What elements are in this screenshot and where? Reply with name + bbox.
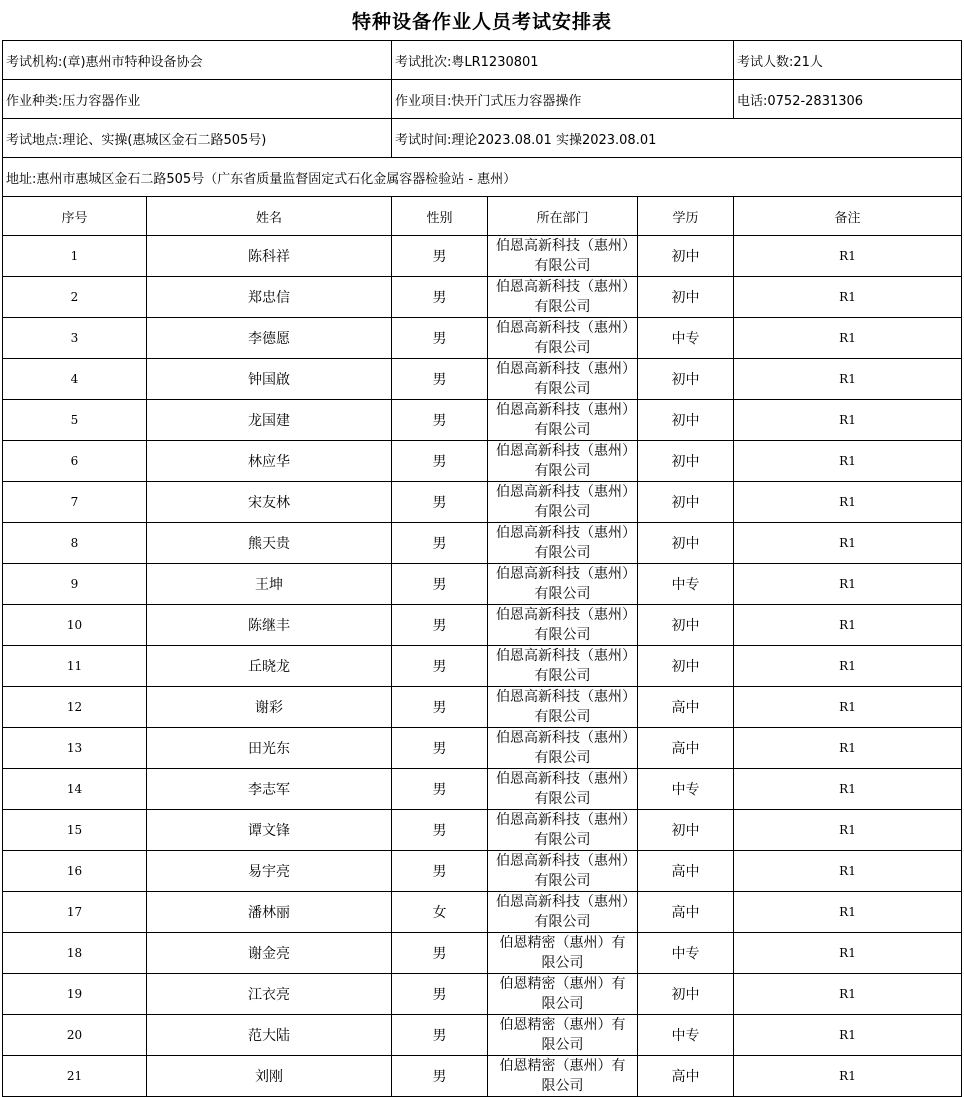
cell-gender: 男 xyxy=(392,605,488,646)
cell-edu: 初中 xyxy=(638,277,734,318)
cell-dept: 伯恩精密（惠州）有限公司 xyxy=(488,1056,638,1097)
cell-gender: 男 xyxy=(392,810,488,851)
cell-note: R1 xyxy=(734,482,962,523)
table-row xyxy=(3,277,962,318)
cell-name: 陈科祥 xyxy=(147,236,392,277)
cell-dept: 伯恩高新科技（惠州）有限公司 xyxy=(488,359,638,400)
cell-dept: 伯恩高新科技（惠州）有限公司 xyxy=(488,728,638,769)
cell-seq: 21 xyxy=(3,1056,147,1097)
cell-note: R1 xyxy=(734,933,962,974)
cell-name: 田光东 xyxy=(147,728,392,769)
cell-edu: 高中 xyxy=(638,728,734,769)
cell-dept: 伯恩高新科技（惠州）有限公司 xyxy=(488,851,638,892)
cell-dept: 伯恩精密（惠州）有限公司 xyxy=(488,933,638,974)
table-row xyxy=(3,974,962,1015)
cell-edu: 中专 xyxy=(638,318,734,359)
cell-note: R1 xyxy=(734,236,962,277)
cell-seq: 13 xyxy=(3,728,147,769)
header-note: 备注 xyxy=(734,197,962,236)
header-dept: 所在部门 xyxy=(488,197,638,236)
cell-gender: 男 xyxy=(392,974,488,1015)
cell-note: R1 xyxy=(734,892,962,933)
cell-name: 范大陆 xyxy=(147,1015,392,1056)
cell-edu: 初中 xyxy=(638,359,734,400)
table-row xyxy=(3,605,962,646)
cell-note: R1 xyxy=(734,400,962,441)
cell-seq: 11 xyxy=(3,646,147,687)
table-row xyxy=(3,359,962,400)
cell-dept: 伯恩高新科技（惠州）有限公司 xyxy=(488,318,638,359)
table-row xyxy=(3,810,962,851)
table-header-row xyxy=(3,197,962,236)
table-row xyxy=(3,564,962,605)
table-row xyxy=(3,1015,962,1056)
cell-note: R1 xyxy=(734,605,962,646)
cell-name: 钟国啟 xyxy=(147,359,392,400)
cell-seq: 16 xyxy=(3,851,147,892)
cell-note: R1 xyxy=(734,564,962,605)
header-seq: 序号 xyxy=(3,197,147,236)
cell-edu: 高中 xyxy=(638,1056,734,1097)
cell-gender: 男 xyxy=(392,933,488,974)
cell-gender: 男 xyxy=(392,687,488,728)
cell-seq: 6 xyxy=(3,441,147,482)
cell-edu: 高中 xyxy=(638,687,734,728)
cell-name: 丘晓龙 xyxy=(147,646,392,687)
cell-seq: 15 xyxy=(3,810,147,851)
cell-name: 林应华 xyxy=(147,441,392,482)
cell-note: R1 xyxy=(734,769,962,810)
cell-dept: 伯恩高新科技（惠州）有限公司 xyxy=(488,277,638,318)
cell-seq: 9 xyxy=(3,564,147,605)
cell-seq: 3 xyxy=(3,318,147,359)
cell-note: R1 xyxy=(734,687,962,728)
cell-edu: 初中 xyxy=(638,441,734,482)
cell-edu: 初中 xyxy=(638,236,734,277)
table-row xyxy=(3,482,962,523)
cell-dept: 伯恩高新科技（惠州）有限公司 xyxy=(488,400,638,441)
cell-dept: 伯恩高新科技（惠州）有限公司 xyxy=(488,810,638,851)
cell-gender: 男 xyxy=(392,646,488,687)
cell-gender: 男 xyxy=(392,400,488,441)
cell-name: 易宇亮 xyxy=(147,851,392,892)
page-title: 特种设备作业人员考试安排表 xyxy=(351,11,612,33)
cell-gender: 男 xyxy=(392,769,488,810)
cell-dept: 伯恩高新科技（惠州）有限公司 xyxy=(488,236,638,277)
job-item: 作业项目:快开门式压力容器操作 xyxy=(392,80,734,119)
table-row xyxy=(3,769,962,810)
exam-schedule-table xyxy=(2,40,962,1097)
cell-name: 熊天贵 xyxy=(147,523,392,564)
cell-gender: 男 xyxy=(392,277,488,318)
table-row xyxy=(3,400,962,441)
cell-dept: 伯恩高新科技（惠州）有限公司 xyxy=(488,441,638,482)
cell-dept: 伯恩高新科技（惠州）有限公司 xyxy=(488,605,638,646)
table-row xyxy=(3,318,962,359)
cell-edu: 初中 xyxy=(638,523,734,564)
cell-note: R1 xyxy=(734,851,962,892)
cell-name: 李志军 xyxy=(147,769,392,810)
header-edu: 学历 xyxy=(638,197,734,236)
cell-gender: 男 xyxy=(392,1056,488,1097)
exam-location: 考试地点:理论、实操(惠城区金石二路505号) xyxy=(3,119,392,158)
job-type: 作业种类:压力容器作业 xyxy=(3,80,392,119)
cell-name: 潘林丽 xyxy=(147,892,392,933)
cell-note: R1 xyxy=(734,646,962,687)
exam-org: 考试机构:(章)惠州市特种设备协会 xyxy=(3,41,392,80)
cell-name: 谢彩 xyxy=(147,687,392,728)
cell-name: 宋友林 xyxy=(147,482,392,523)
cell-note: R1 xyxy=(734,1015,962,1056)
cell-seq: 2 xyxy=(3,277,147,318)
cell-seq: 4 xyxy=(3,359,147,400)
header-gender: 性别 xyxy=(392,197,488,236)
table-row xyxy=(3,933,962,974)
cell-note: R1 xyxy=(734,318,962,359)
cell-gender: 男 xyxy=(392,441,488,482)
cell-gender: 男 xyxy=(392,482,488,523)
table-row xyxy=(3,851,962,892)
cell-dept: 伯恩高新科技（惠州）有限公司 xyxy=(488,769,638,810)
cell-name: 陈继丰 xyxy=(147,605,392,646)
cell-gender: 男 xyxy=(392,728,488,769)
exam-time: 考试时间:理论2023.08.01 实操2023.08.01 xyxy=(392,119,962,158)
cell-edu: 初中 xyxy=(638,605,734,646)
address: 地址:惠州市惠城区金石二路505号（广东省质量监督固定式石化金属容器检验站 - 惠州） xyxy=(3,158,962,197)
table-row xyxy=(3,728,962,769)
cell-dept: 伯恩精密（惠州）有限公司 xyxy=(488,1015,638,1056)
cell-seq: 10 xyxy=(3,605,147,646)
cell-edu: 中专 xyxy=(638,933,734,974)
cell-seq: 1 xyxy=(3,236,147,277)
cell-edu: 初中 xyxy=(638,400,734,441)
cell-gender: 男 xyxy=(392,851,488,892)
cell-edu: 初中 xyxy=(638,974,734,1015)
cell-note: R1 xyxy=(734,359,962,400)
cell-name: 李德愿 xyxy=(147,318,392,359)
cell-gender: 男 xyxy=(392,318,488,359)
cell-dept: 伯恩高新科技（惠州）有限公司 xyxy=(488,482,638,523)
cell-name: 刘刚 xyxy=(147,1056,392,1097)
cell-dept: 伯恩高新科技（惠州）有限公司 xyxy=(488,564,638,605)
cell-name: 谭文锋 xyxy=(147,810,392,851)
cell-note: R1 xyxy=(734,277,962,318)
cell-gender: 男 xyxy=(392,236,488,277)
cell-note: R1 xyxy=(734,1056,962,1097)
phone: 电话:0752-2831306 xyxy=(734,80,962,119)
cell-edu: 中专 xyxy=(638,1015,734,1056)
exam-count: 考试人数:21人 xyxy=(734,41,962,80)
cell-edu: 中专 xyxy=(638,769,734,810)
cell-dept: 伯恩高新科技（惠州）有限公司 xyxy=(488,646,638,687)
cell-seq: 20 xyxy=(3,1015,147,1056)
cell-edu: 高中 xyxy=(638,851,734,892)
table-row xyxy=(3,646,962,687)
table-row xyxy=(3,1056,962,1097)
cell-dept: 伯恩精密（惠州）有限公司 xyxy=(488,974,638,1015)
header-name: 姓名 xyxy=(147,197,392,236)
cell-note: R1 xyxy=(734,523,962,564)
cell-gender: 男 xyxy=(392,523,488,564)
cell-note: R1 xyxy=(734,810,962,851)
table-row xyxy=(3,236,962,277)
cell-name: 江衣亮 xyxy=(147,974,392,1015)
cell-seq: 7 xyxy=(3,482,147,523)
cell-seq: 17 xyxy=(3,892,147,933)
cell-seq: 5 xyxy=(3,400,147,441)
cell-seq: 8 xyxy=(3,523,147,564)
table-row xyxy=(3,892,962,933)
cell-seq: 19 xyxy=(3,974,147,1015)
cell-name: 龙国建 xyxy=(147,400,392,441)
cell-seq: 18 xyxy=(3,933,147,974)
cell-edu: 高中 xyxy=(638,892,734,933)
table-row xyxy=(3,687,962,728)
cell-dept: 伯恩高新科技（惠州）有限公司 xyxy=(488,687,638,728)
cell-edu: 初中 xyxy=(638,646,734,687)
cell-seq: 14 xyxy=(3,769,147,810)
cell-name: 郑忠信 xyxy=(147,277,392,318)
cell-edu: 初中 xyxy=(638,482,734,523)
cell-seq: 12 xyxy=(3,687,147,728)
cell-edu: 中专 xyxy=(638,564,734,605)
table-row xyxy=(3,441,962,482)
exam-batch: 考试批次:粤LR1230801 xyxy=(392,41,734,80)
cell-edu: 初中 xyxy=(638,810,734,851)
cell-name: 谢金亮 xyxy=(147,933,392,974)
cell-gender: 男 xyxy=(392,564,488,605)
cell-note: R1 xyxy=(734,441,962,482)
cell-dept: 伯恩高新科技（惠州）有限公司 xyxy=(488,892,638,933)
cell-note: R1 xyxy=(734,974,962,1015)
cell-gender: 男 xyxy=(392,359,488,400)
cell-gender: 女 xyxy=(392,892,488,933)
cell-dept: 伯恩高新科技（惠州）有限公司 xyxy=(488,523,638,564)
cell-name: 王坤 xyxy=(147,564,392,605)
table-row xyxy=(3,523,962,564)
cell-note: R1 xyxy=(734,728,962,769)
cell-gender: 男 xyxy=(392,1015,488,1056)
